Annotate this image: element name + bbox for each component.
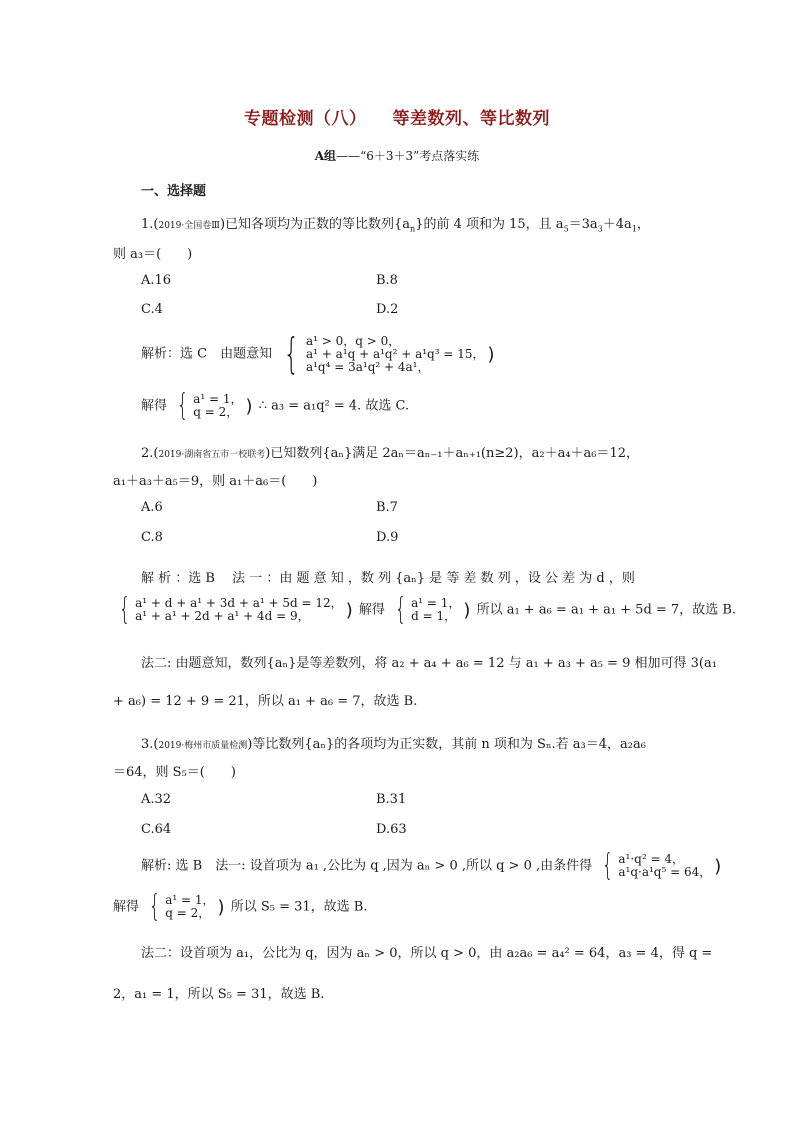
system-row: a¹ + a¹ + 2d + a¹ + 4d = 9， (135, 609, 310, 623)
q3-method2-line-2: 2，a₁ = 1，所以 S₅ = 31，故选 B. (113, 987, 325, 1002)
solve-conclusion: ∴ a₃ = a₁q² = 4. 故选 C. (258, 398, 410, 414)
right-bracket-icon: ) (463, 599, 471, 621)
q3-option-c: C.64 (141, 822, 172, 837)
section-heading: 一、选择题 (141, 184, 207, 199)
title-part-2: 等差数列、等比数列 (392, 109, 550, 129)
q2-number: 2.( (141, 446, 159, 461)
q1-text-c: ＝3a (568, 217, 598, 232)
system-row: a¹ > 0，q > 0， (305, 333, 401, 348)
q2-stem-line-1 (141, 442, 639, 461)
solution-system (391, 592, 471, 627)
system-row: q = 2， (165, 906, 211, 920)
left-brace-icon: { (148, 889, 161, 924)
left-brace-icon: { (176, 388, 189, 423)
right-bracket-icon: ) (245, 395, 253, 417)
system-row: a¹ = 1， (165, 893, 215, 907)
subtitle-rest: ——“6＋3＋3”考点落实练 (336, 149, 480, 163)
left-brace-icon: { (602, 848, 614, 883)
q3-method2-line-1: 法二：设首项为 a₁，公比为 q，因为 aₙ > 0，所以 q > 0，由 a₂a₆ = a₄² = 64，a₃ = 4，得 q = (141, 946, 713, 961)
system-row: a¹ = 1， (193, 392, 243, 406)
q2-solution-line-1: 解 析 ：选 B 法 一 ：由 题 意 知 ，数 列 {aₙ} 是 等 差 数 列 ，设 公 差 为 d ，则 (141, 571, 635, 586)
q2-source: 2019·湖南省五市一校联考 (158, 450, 266, 460)
equation-system (115, 592, 353, 627)
q3-option-a: A.32 (141, 792, 172, 807)
right-bracket-icon: ) (714, 855, 722, 877)
title-part-1: 专题检测（八） (244, 109, 367, 129)
q2-solution-system (113, 592, 737, 627)
system-row: d = 1， (411, 609, 457, 623)
q2-option-c: C.8 (141, 530, 163, 545)
left-brace-icon: { (394, 592, 407, 627)
q3-stem-line-2: ＝64，则 S₅＝( ) (113, 765, 236, 780)
q1-stem-line-1: 1.(2019·全国卷Ⅲ)已知各项均为正数的等比数列$\{a_n\}$的前 4 项和为 15，且 $a_5=3a_3+4a_1$， (141, 217, 650, 234)
q1-text-b: }的前 4 项和为 15，且 a (415, 217, 564, 232)
q2-method2-line-1: 法二: 由题意知，数列{aₙ}是等差数列，将 a₂ + a₄ + a₆ = 12 与 a₁ + a₃ + a₅ = 9 相加可得 3(a₁ (141, 656, 717, 671)
q2-text: )已知数列{aₙ}满足 2aₙ＝aₙ₋₁＋aₙ₊₁(n≥2)，a₂＋a₄＋a₆＝12， (265, 446, 640, 461)
q3-solution-text: 解析: 选 B 法一: 设首项为 a₁ ,公比为 q ,因为 aₙ > 0 ,所以 q > 0 ,由条件得 (141, 858, 593, 874)
q1-stem-line-2: 则 a₃＝( ) (113, 247, 193, 262)
q1-option-a: A.16 (141, 273, 172, 288)
q3-stem-line-1 (141, 733, 646, 752)
solve-conclusion: 所以 a₁ + a₆ = a₁ + a₁ + 5d = 7，故选 B. (476, 602, 737, 618)
solve-label: 解得 (141, 398, 168, 414)
q1-solution-system (141, 329, 497, 378)
q1-source: 2019·全国卷Ⅲ (158, 221, 220, 231)
q3-solution-result (113, 889, 368, 924)
subtitle-group: A组 (314, 149, 337, 163)
left-brace-icon: { (283, 329, 300, 378)
q1-text-e: ， (636, 217, 650, 232)
system-row: a¹ + d + a¹ + 3d + a¹ + 5d = 12， (135, 596, 343, 610)
q1-number: 1.( (141, 217, 159, 232)
right-bracket-icon: ) (345, 599, 353, 621)
system-row: a¹ + a¹q + a¹q² + a¹q³ = 15， (305, 346, 485, 361)
q1-option-d: D.2 (376, 302, 399, 317)
q3-text: )等比数列{aₙ}的各项均为正实数，其前 n 项和为 Sₙ.若 a₃＝4，a₂a₆ (247, 737, 646, 752)
q2-option-b: B.7 (376, 500, 398, 515)
subtitle (0, 147, 794, 164)
solution-system (173, 388, 253, 423)
equation-system (598, 848, 722, 883)
q2-method2-line-2: + a₆) = 12 + 9 = 21，所以 a₁ + a₆ = 7，故选 B. (113, 694, 418, 709)
q1-option-b: B.8 (376, 273, 398, 288)
solution-system (145, 889, 225, 924)
q1-text-d: ＋4a (602, 217, 632, 232)
q3-option-d: D.63 (376, 822, 407, 837)
q1-text-a: )已知各项均为正数的等比数列{a (219, 217, 411, 232)
q2-stem-line-2: a₁＋a₃＋a₅＝9，则 a₁＋a₆＝( ) (113, 474, 318, 489)
q3-number: 3.( (141, 737, 159, 752)
q1-option-c: C.4 (141, 302, 163, 317)
solve-label: 解得 (113, 899, 140, 915)
equation-system (278, 329, 495, 378)
q2-option-a: A.6 (141, 500, 163, 515)
system-row: a¹·q² = 4， (618, 852, 684, 866)
solve-label: 解得 (358, 602, 385, 618)
right-bracket-icon: ) (217, 896, 225, 918)
q1-solution-result (141, 388, 410, 423)
page-title (0, 104, 794, 129)
q1-solution-label: 解析：选 C 由题意知 (141, 346, 273, 362)
left-brace-icon: { (118, 592, 131, 627)
system-row: a¹q·a¹q⁵ = 64， (618, 865, 712, 879)
system-row: a¹ = 1， (411, 596, 461, 610)
q3-option-b: B.31 (376, 792, 407, 807)
solve-conclusion: 所以 S₅ = 31，故选 B. (230, 899, 368, 915)
q3-solution-line-1 (141, 848, 723, 883)
system-row: q = 2， (193, 405, 239, 419)
q2-option-d: D.9 (376, 530, 399, 545)
system-row: a¹q⁴ = 3a¹q² + 4a¹， (305, 359, 430, 374)
q3-source: 2019·梅州市质量检测 (158, 741, 248, 751)
right-bracket-icon: ) (487, 343, 495, 365)
